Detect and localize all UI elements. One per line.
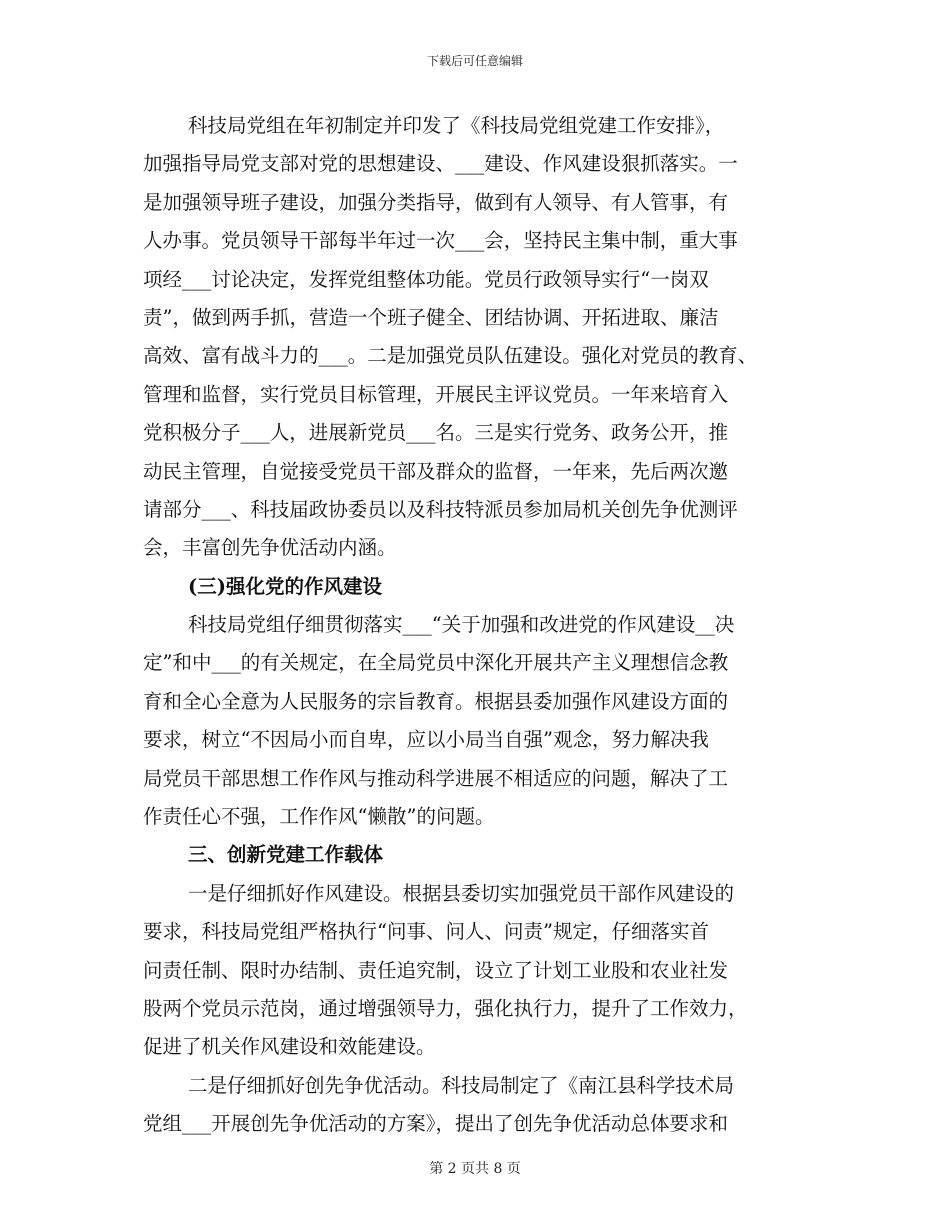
- text-line: 项经___讨论决定，发挥党组整体功能。党员行政领导实行“一岗双: [143, 267, 709, 291]
- text-line: 定”和中___的有关规定，在全局党员中深化开展共产主义理想信念教: [143, 651, 729, 675]
- text-line: 会，丰富创先争优活动内涵。: [143, 536, 397, 560]
- text-line: 高效、富有战斗力的___。二是加强党员队伍建设。强化对党员的教育、: [143, 344, 758, 368]
- text-line: 促进了机关作风建设和效能建设。: [143, 1035, 436, 1059]
- page-footer: 第 2 页共 8 页: [429, 1161, 521, 1177]
- text-line: 加强指导局党支部对党的思想建设、___建设、作风建设狠抓落实。一: [143, 152, 738, 176]
- section-heading: (三)强化党的作风建设: [188, 574, 382, 598]
- text-line: 股两个党员示范岗，通过增强领导力，强化执行力，提升了工作效力，: [143, 996, 748, 1020]
- text-line: 管理和监督，实行党员目标管理，开展民主评议党员。一年来培育入: [143, 382, 729, 406]
- text-line: 科技局党组仔细贯彻落实___“关于加强和改进党的作风建设__决: [188, 613, 735, 637]
- text-line: 育和全心全意为人民服务的宗旨教育。根据县委加强作风建设方面的: [143, 689, 729, 713]
- text-line: 请部分___、科技届政协委员以及科技特派员参加局机关创先争优测评: [143, 497, 738, 521]
- section-heading: 三、创新党建工作载体: [188, 843, 384, 867]
- text-line: 党组___开展创先争优活动的方案》，提出了创先争优活动总体要求和: [143, 1112, 729, 1136]
- text-line: 局党员干部思想工作作风与推动科学进展不相适应的问题，解决了工: [143, 766, 729, 790]
- text-line: 二是仔细抓好创先争优活动。科技局制定了《南江县科学技术局: [188, 1073, 735, 1097]
- text-line: 要求，树立“不因局小而自卑，应以小局当自强”观念，努力解决我: [143, 728, 709, 752]
- text-line: 一是仔细抓好作风建设。根据县委切实加强党员干部作风建设的: [188, 881, 735, 905]
- text-line: 是加强领导班子建设，加强分类指导，做到有人领导、有人管事，有: [143, 190, 729, 214]
- text-line: 党积极分子___人，进展新党员___名。三是实行党务、政务公开，推: [143, 421, 729, 445]
- text-line: 动民主管理，自觉接受党员干部及群众的监督，一年来，先后两次邀: [143, 459, 729, 483]
- text-line: 要求，科技局党组严格执行“问事、问人、问责”规定，仔细落实首: [143, 920, 709, 944]
- document-body: [143, 107, 818, 1144]
- page-header: 下载后可任意编辑: [426, 54, 523, 68]
- text-line: 问责任制、限时办结制、责任追究制，设立了计划工业股和农业社发: [143, 958, 729, 982]
- text-line: 科技局党组在年初制定并印发了《科技局党组党建工作安排》，: [188, 114, 725, 137]
- text-line: 人办事。党员领导干部每半年过一次___会，坚持民主集中制，重大事: [143, 229, 738, 253]
- text-line: 责”，做到两手抓，营造一个班子健全、团结协调、开拓进取、廉洁: [143, 305, 719, 329]
- text-line: 作责任心不强，工作作风“懒散”的问题。: [143, 805, 495, 829]
